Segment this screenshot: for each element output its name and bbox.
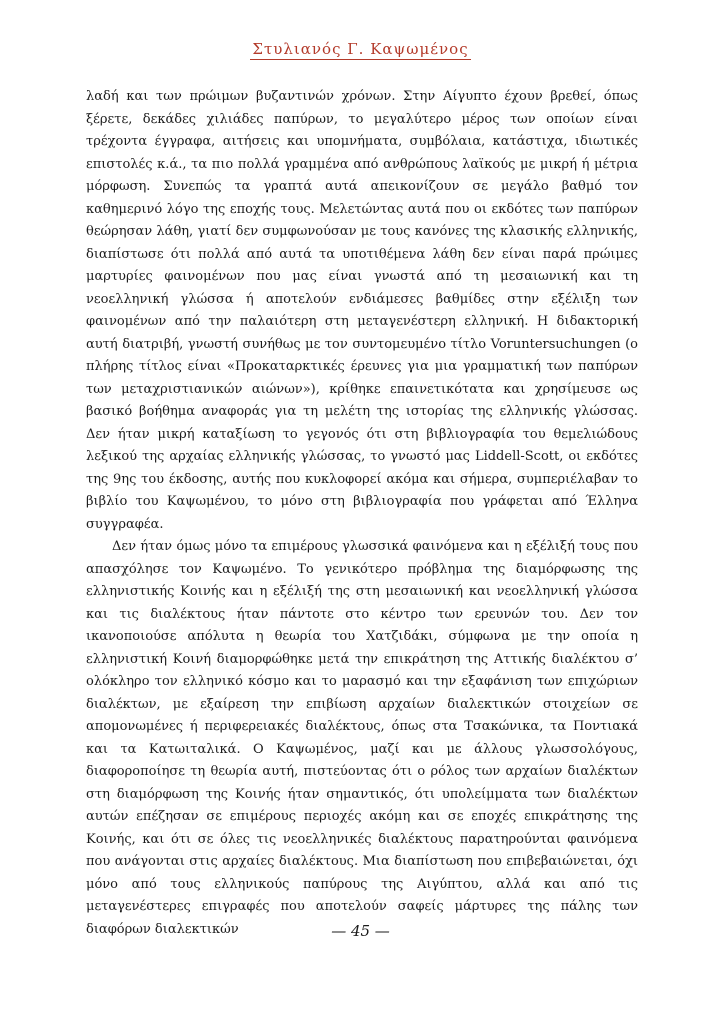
paragraph-2: Δεν ήταν όμως μόνο τα επιμέρους γλωσσικά φαινόμενα και η εξέλιξή τους που απασχόλησε τον Καψωμένο. Το γενικότερο πρόβλημα της διαμόρφωσης της ελληνιστικής Κοινής και η εξέλιξή της στη μεσαιωνική και νεοελληνική γλώσσα και τις διαλέκτους ήταν πάντοτε στο κέντρο των ερευνών του. Δεν τον ικανοποιούσε απόλυτα η θεωρία του Χατζιδάκι, σύμφωνα με την οποία η ελληνιστική Κοινή διαμορφώθηκε μετά την επικράτηση της Αττικής διαλέκτου σ’ ολόκληρο τον ελληνικό κόσμο και το μαρασμό και την εξαφάνιση των επιχώριων διαλέκτων, με εξαίρεση την επιβίωση αρχαίων διαλεκτικών στοιχείων σε απομονωμένες ή περιφερειακές διαλέκτους, όπως στα Τσακώνικα, τα Ποντιακά και τα Κατωιταλικά. Ο Καψωμένος, μαζί και με άλλους γλωσσολόγους, διαφοροποίησε τη θεωρία αυτή, πιστεύοντας ότι ο ρόλος των αρχαίων διαλέκτων στη διαμόρφωση της Κοινής ήταν σημαντικός, ότι υπολείμματα των διαλέκτων αυτών επέζησαν σε επιμέρους περιοχές ακόμη και σε εποχές επικράτησης της Κοινής, και ότι σε όλες τις νεοελληνικές διαλέκτους παρατηρούνται φαινόμενα που ανάγονται στις αρχαίες διαλέκτους. Μια διαπίστωση που επιβεβαιώνεται, όχι μόνο από τους ελληνικούς παπύρους της Αιγύπτου, αλλά και από τις μεταγενέστερες επιγραφές που αποτελούν σαφείς μάρτυρες της πάλης των διαφόρων διαλεκτικών — [86, 539, 638, 937]
paragraph-1: λαδή και των πρώιμων βυζαντινών χρόνων. Στην Αίγυπτο έχουν βρεθεί, όπως ξέρετε, δεκάδες χιλιάδες παπύρων, το μεγαλύτερο μέρος των οποίων είναι τρέχοντα έγγραφα, αιτήσεις και υπομνήματα, συμβόλαια, κατάστιχα, ιδιωτικές επιστολές κ.ά., τα πιο πολλά γραμμένα από ανθρώπους λαϊκούς με μικρή ή μέτρια μόρφωση. Συνεπώς τα γραπτά αυτά απεικονίζουν σε μεγάλο βαθμό τον καθημερινό λόγο της εποχής τους. Μελετώντας αυτά που οι εκδότες των παπύρων θεώρησαν λάθη, γιατί δεν συμφωνούσαν με τους κανόνες της κλασικής ελληνικής, διαπίστωσε ότι πολλά από αυτά τα υποτιθέμενα λάθη δεν είναι παρά πρώιμες μαρτυρίες φαινομένων που μας είναι γνωστά από τη μεσαιωνική και τη νεοελληνική γλώσσα ή αποτελούν ενδιάμεσες βαθμίδες στην εξέλιξη των φαινομένων από την παλαιότερη στη μεταγενέστερη ελληνική. Η διδακτορική αυτή διατριβή, γνωστή συνήθως με τον συντομευμένο τίτλο Voruntersuchungen (ο πλήρης τίτλος είναι «Προκαταρκτικές έρευνες για μια γραμματική των παπύρων των μεταχριστιανικών αιώνων»), κρίθηκε επαινετικότατα και χρησίμευσε ως βασικό βοήθημα αναφοράς για τη μελέτη της ιστορίας της ελληνικής γλώσσας. Δεν ήταν μικρή καταξίωση το γεγονός ότι στη βιβλιογραφία του θεμελιώδους λεξικού της αρχαίας ελληνικής γλώσσας, το γνωστό μας Liddell-Scott, οι εκδότες της 9ης του έκδοσης, αυτής που κυκλοφορεί ακόμα και σήμερα, συμπεριέλαβαν το βιβλίο του Καψωμένου, το μόνο στη βιβλιογραφία που γράφεται από Έλληνα συγγραφέα. — [86, 89, 638, 532]
running-header — [0, 40, 721, 58]
page-number: — 45 — — [331, 922, 390, 940]
body-text — [86, 86, 638, 941]
running-title: Στυλιανός Γ. Καψωμένος — [252, 40, 469, 58]
